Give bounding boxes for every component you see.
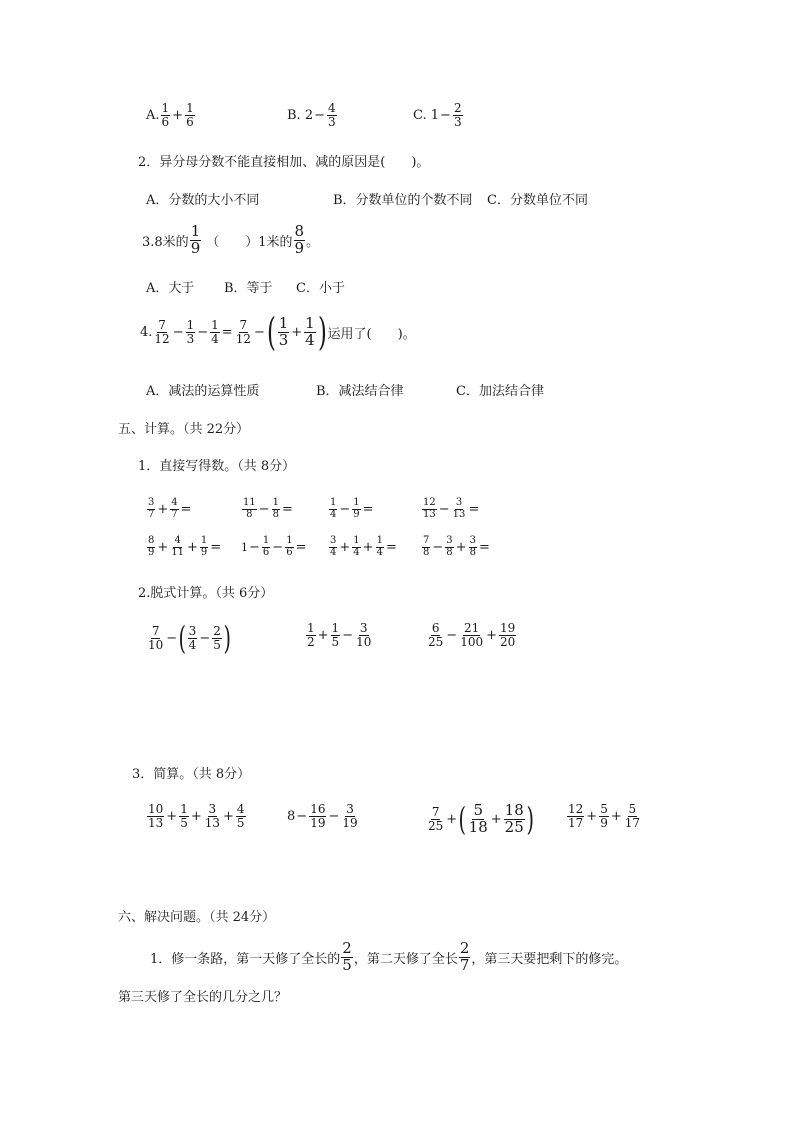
- fraction: $\frac{7}{12}$: [235, 317, 251, 346]
- section-5-sub3: 3．简算。（共 8分）: [132, 767, 251, 782]
- section-5-title: 五、计算。（共 22分）: [118, 422, 250, 437]
- q4-stem: 4. $\frac{7}{12}$ − $\frac{1}{3}$ − $\frac{1}{4}$ = $\frac{7}{12}$ − ( $\frac{1}{3}$ + $\frac{1}{4}$ ) 运用了( )。: [140, 310, 416, 354]
- option-label: C. 1: [413, 107, 440, 123]
- q4-option-c: C．加法结合律: [456, 384, 544, 399]
- direct-item: $\frac{8}{9}$ + $\frac{4}{11}$ + $\frac{1}{9}$ =: [148, 535, 222, 558]
- fraction: $\frac{4}{3}$: [328, 101, 336, 129]
- direct-item: $\frac{1}{4}$ − $\frac{1}{9}$ =: [330, 497, 374, 520]
- q4-suffix: 运用了( )。: [327, 326, 416, 342]
- q3-prefix: 3.8米的: [142, 234, 189, 250]
- q2-stem: 2．异分母分数不能直接相加、减的原因是( )。: [138, 155, 430, 170]
- fraction: $\frac{1}{3}$: [278, 313, 289, 349]
- q3-mid: （ ）1米的: [206, 234, 293, 250]
- fraction: $\frac{8}{9}$: [294, 222, 305, 257]
- stepwise-expr-1: $\frac{7}{10}$ − ( $\frac{3}{4}$ − $\frac{2}{5}$ ): [148, 619, 231, 657]
- q3-suffix: 。: [306, 234, 320, 250]
- option-label: B. 2: [287, 107, 314, 123]
- fraction: $\frac{1}{3}$: [186, 317, 195, 346]
- direct-item: $\frac{11}{8}$ − $\frac{1}{8}$ =: [243, 497, 293, 520]
- fraction: $\frac{1}{4}$: [305, 313, 315, 349]
- fraction: $\frac{1}{4}$: [211, 317, 219, 346]
- fraction: $\frac{1}{6}$: [186, 101, 194, 129]
- problem-1-line2: 第三天修了全长的几分之几？: [118, 990, 288, 1005]
- problem-1-line1: 1．修一条路，第一天修了全长的 $\frac{2}{5}$ ，第二天修了全长 $\frac{2}{7}$ ，第三天要把剩下的修完。: [150, 939, 628, 974]
- simplify-expr-2: 8 − $\frac{16}{19}$ − $\frac{3}{19}$: [287, 802, 358, 830]
- q2-option-c: C．分数单位不同: [487, 193, 588, 208]
- direct-item: $\frac{3}{7}$ + $\frac{4}{7}$ =: [148, 497, 192, 520]
- option-label: A.: [146, 107, 160, 123]
- q2-option-a: A．分数的大小不同: [146, 193, 260, 208]
- fraction: $\frac{7}{12}$: [154, 317, 170, 346]
- direct-item: 1 − $\frac{1}{6}$ − $\frac{1}{6}$ =: [241, 535, 307, 558]
- simplify-expr-4: $\frac{12}{17}$ + $\frac{5}{9}$ + $\frac{5}{17}$: [568, 802, 641, 830]
- q3-option-a: A．大于: [146, 281, 195, 296]
- q1-option-b: B. 2 − $\frac{4}{3}$: [287, 101, 336, 129]
- q3-option-b: B．等于: [224, 281, 273, 296]
- stepwise-expr-3: $\frac{6}{25}$ − $\frac{21}{100}$ + $\frac{19}{20}$: [428, 621, 516, 649]
- fraction: $\frac{1}{6}$: [161, 101, 170, 129]
- direct-item: $\frac{12}{13}$ − $\frac{3}{13}$ =: [423, 497, 480, 520]
- q1-option-a: A. $\frac{1}{6}$ + $\frac{1}{6}$: [146, 101, 194, 129]
- simplify-expr-1: $\frac{10}{13}$ + $\frac{1}{5}$ + $\frac{3}{13}$ + $\frac{4}{5}$: [148, 802, 245, 830]
- direct-item: $\frac{3}{4}$ + $\frac{1}{4}$ + $\frac{1}{4}$ =: [330, 535, 397, 558]
- q1-option-c: C. 1 − $\frac{2}{3}$: [413, 101, 462, 129]
- section-5-sub1: 1．直接写得数。（共 8分）: [138, 459, 296, 474]
- fraction: $\frac{2}{3}$: [453, 101, 462, 129]
- q3-option-c: C．小于: [296, 281, 345, 296]
- q2-option-b: B．分数单位的个数不同: [333, 193, 473, 208]
- fraction: $\frac{1}{9}$: [190, 222, 201, 257]
- q4-option-b: B．减法结合律: [316, 384, 404, 399]
- section-5-sub2: 2.脱式计算。（共 6分）: [138, 586, 274, 601]
- simplify-expr-3: $\frac{7}{25}$ + ( $\frac{5}{18}$ + $\frac{18}{25}$ ): [428, 800, 534, 839]
- q4-option-a: A．减法的运算性质: [146, 384, 260, 399]
- q3-stem: [142, 224, 319, 257]
- direct-item: $\frac{7}{8}$ − $\frac{3}{8}$ + $\frac{3}{8}$ =: [423, 535, 490, 558]
- q4-prefix: 4.: [140, 324, 153, 340]
- section-6-title: 六、解决问题。（共 24分）: [118, 910, 276, 925]
- stepwise-expr-2: $\frac{1}{2}$ + $\frac{1}{5}$ − $\frac{3}{10}$: [307, 621, 372, 649]
